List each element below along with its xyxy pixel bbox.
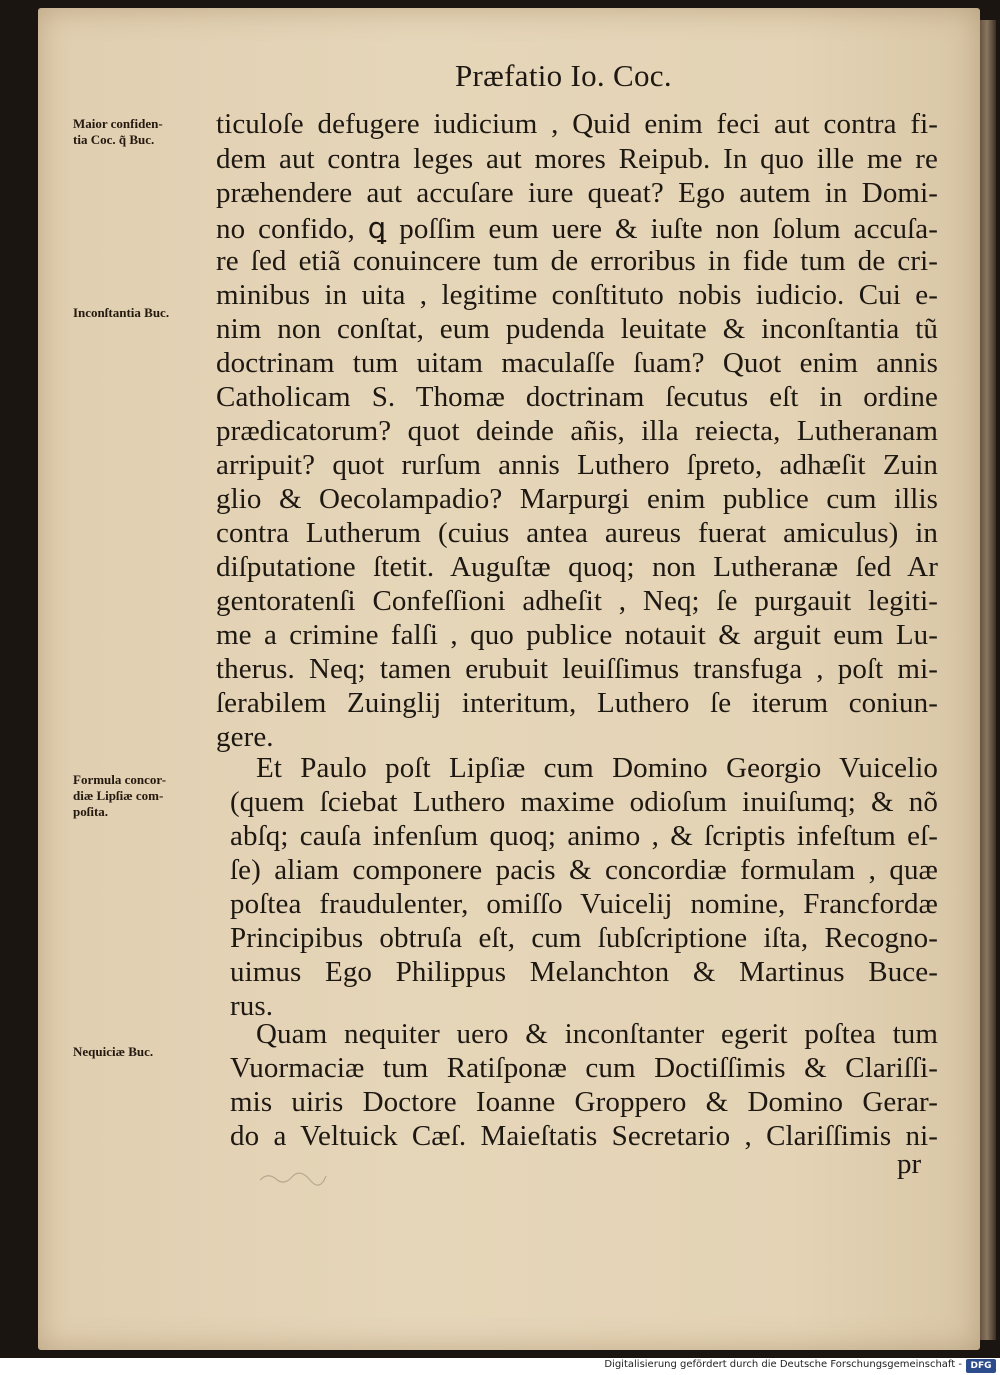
margin-note-line: tia Coc. q̃ Buc. (73, 132, 155, 147)
book-page-edge (978, 20, 996, 1340)
margin-note-line: poſita. (73, 804, 109, 819)
text-line: gere. (216, 721, 274, 753)
text-line: Principibus obtruſa eſt, cum ſubſcriptione iſta, Recogno- (230, 922, 938, 954)
footer-credit-text: Digitalisierung gefördert durch die Deutsche Forschungsgemeinschaft - (604, 1359, 962, 1370)
margin-note-inconstantia (73, 305, 169, 321)
text-line: Et Paulo poſt Lipſiæ cum Domino Georgio Vuicelio (256, 752, 938, 784)
running-head: Præfatio Io. Coc. (455, 58, 672, 93)
text-line: Quam nequiter uero & inconſtanter egerit poſtea tum (256, 1018, 938, 1050)
text-line: ticuloſe defugere iudicium , Quid enim feci aut contra fi- (216, 108, 938, 140)
text-line: contra Lutherum (cuius antea aureus fuerat amiculus) in (216, 517, 938, 549)
text-line: glio & Oecolampadio? Marpurgi enim publice cum illis (216, 483, 938, 515)
margin-note-line: Nequiciæ Buc. (73, 1044, 154, 1059)
text-line: uimus Ego Philippus Melanchton & Martinus Buce- (230, 956, 938, 988)
text-line: poſtea fraudulenter, omiſſo Vuicelij nomine, Francfordæ (230, 888, 938, 920)
text-line: prædicatorum? quot deinde añis, illa reiecta, Lutheranam (216, 415, 938, 447)
margin-note-line: Formula concor- (73, 772, 167, 787)
text-line: minibus in uita , legitime conſtituto nobis iudicio. Cui e- (216, 279, 938, 311)
text-line: therus. Neq; tamen erubuit leuiſſimus transfuga , poſt mi- (216, 653, 938, 685)
text-line: nim non conſtat, eum pudenda leuitate & inconſtantia tũ (216, 313, 938, 345)
text-line: ſerabilem Zuinglij interitum, Luthero ſe iterum coniun- (216, 687, 938, 719)
catchword: pr (897, 1148, 922, 1180)
digitization-footer (0, 1358, 1000, 1375)
margin-note-line: Maior confiden- (73, 116, 163, 131)
text-line: gentoratenſi Confeſſioni adheſit , Neq; ſe purgauit legiti- (216, 585, 938, 617)
text-line: præhendere aut accuſare iure queat? Ego autem in Domi- (216, 177, 938, 209)
text-line: Catholicam S. Thomæ doctrinam ſecutus eſt in ordine (216, 381, 938, 413)
margin-note-maior-confidentia (73, 116, 163, 148)
text-line: Vuormaciæ tum Ratiſponæ cum Doctiſſimis & Clariſſi- (230, 1052, 938, 1084)
text-line: me a crimine falſi , quo publice notauit & arguit eum Lu- (216, 619, 938, 651)
text-line: arripuit? quot rurſum annis Luthero ſpreto, adhæſit Zuin (216, 449, 938, 481)
margin-note-nequiciae (73, 1044, 153, 1060)
margin-note-line: Inconſtantia Buc. (73, 305, 170, 320)
text-line: no confido, ꝗ poſſim eum uere & iuſte non ſolum accuſa- (216, 213, 938, 245)
dfg-logo-icon: DFG (966, 1359, 996, 1373)
margin-note-line: diæ Lipſiæ com- (73, 788, 164, 803)
margin-note-formula-concordiae (73, 772, 166, 820)
text-line: ſe) aliam componere pacis & concordiæ formulam , quæ (230, 854, 938, 886)
text-line: rus. (230, 990, 274, 1022)
text-line: dem aut contra leges aut mores Reipub. In quo ille me re (216, 143, 938, 175)
text-line: doctrinam tum uitam maculaſſe ſuam? Quot enim annis (216, 347, 938, 379)
text-line: (quem ſciebat Luthero maxime odioſum inuiſumq; & nõ (230, 786, 938, 818)
text-line: re ſed etiã conuincere tum de erroribus in fide tum de cri- (216, 245, 938, 277)
ink-smudge (258, 1168, 328, 1186)
text-line: mis uiris Doctore Ioanne Groppero & Domino Gerar- (230, 1086, 938, 1118)
text-line: diſputatione ſtetit. Auguſtæ quoq; non Lutheranæ ſed Ar (216, 551, 938, 583)
text-line: abſq; cauſa infenſum quoq; animo , & ſcriptis infeſtum eſ- (230, 820, 938, 852)
text-line: do a Veltuick Cæſ. Maieſtatis Secretario , Clariſſimis ni- (230, 1120, 938, 1152)
